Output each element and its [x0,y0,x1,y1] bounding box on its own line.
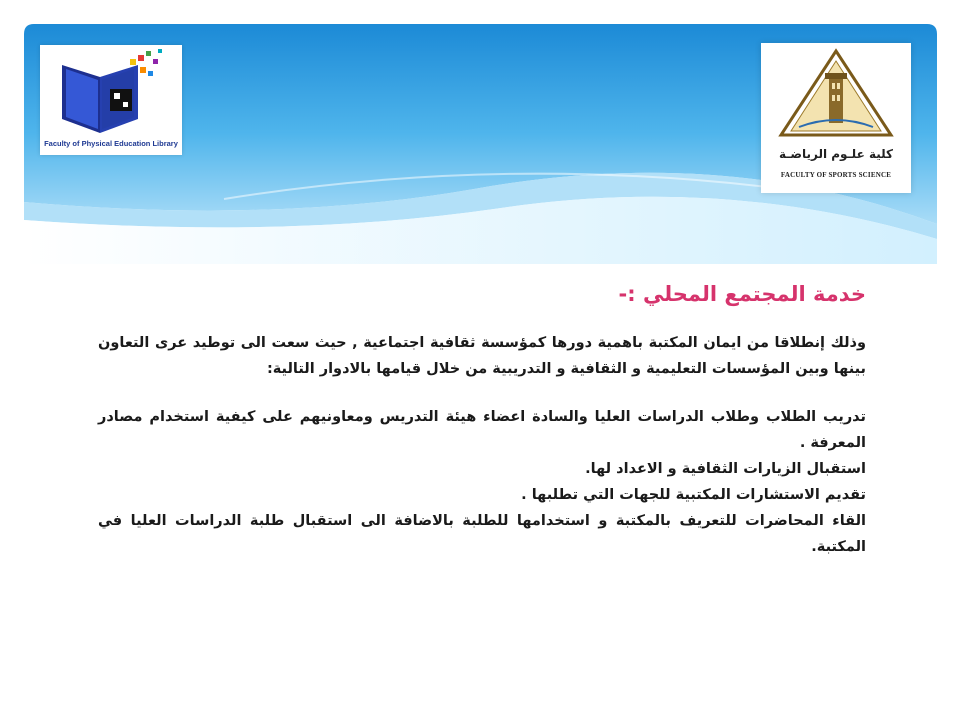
open-book-icon [40,45,182,140]
library-logo [40,45,182,155]
faculty-logo-arabic-name: كلية علـوم الرياضـة [779,147,893,161]
library-logo-caption: Faculty of Physical Education Library [44,139,178,148]
intro-paragraph: وذلك إنطلاقا من ايمان المكتبة باهمية دورها كمؤسسة ثقافية اجتماعية , حيث سعت الى توطيد عرى التعاون بينها وبين المؤسسات التعليمية و الثقافية و التدريبية من خلال قيامها بالادوار التالية: [98,335,866,377]
list-item: القاء المحاضرات للتعريف بالمكتبة و استخدامها للطلبة بالاضافة الى استقبال طلبة الدراسات العليا في المكتبة. [98,513,866,555]
list-item: تقديم الاستشارات المكتبية للجهات التي تطلبها . [521,487,866,503]
slide-content [98,278,866,560]
list-item: تدريب الطلاب وطلاب الدراسات العليا والسادة اعضاء هيئة التدريس ومعاونيهم على كيفية استخدام مصادر المعرفة . [98,409,866,451]
slide-title: خدمة المجتمع المحلي :- [618,282,866,306]
faculty-logo [761,43,911,193]
list-item: استقبال الزيارات الثقافية و الاعداد لها. [585,461,866,477]
university-seal-icon [761,43,911,147]
spacer [98,382,866,404]
faculty-logo-english-name: FACULTY OF SPORTS SCIENCE [780,171,892,179]
